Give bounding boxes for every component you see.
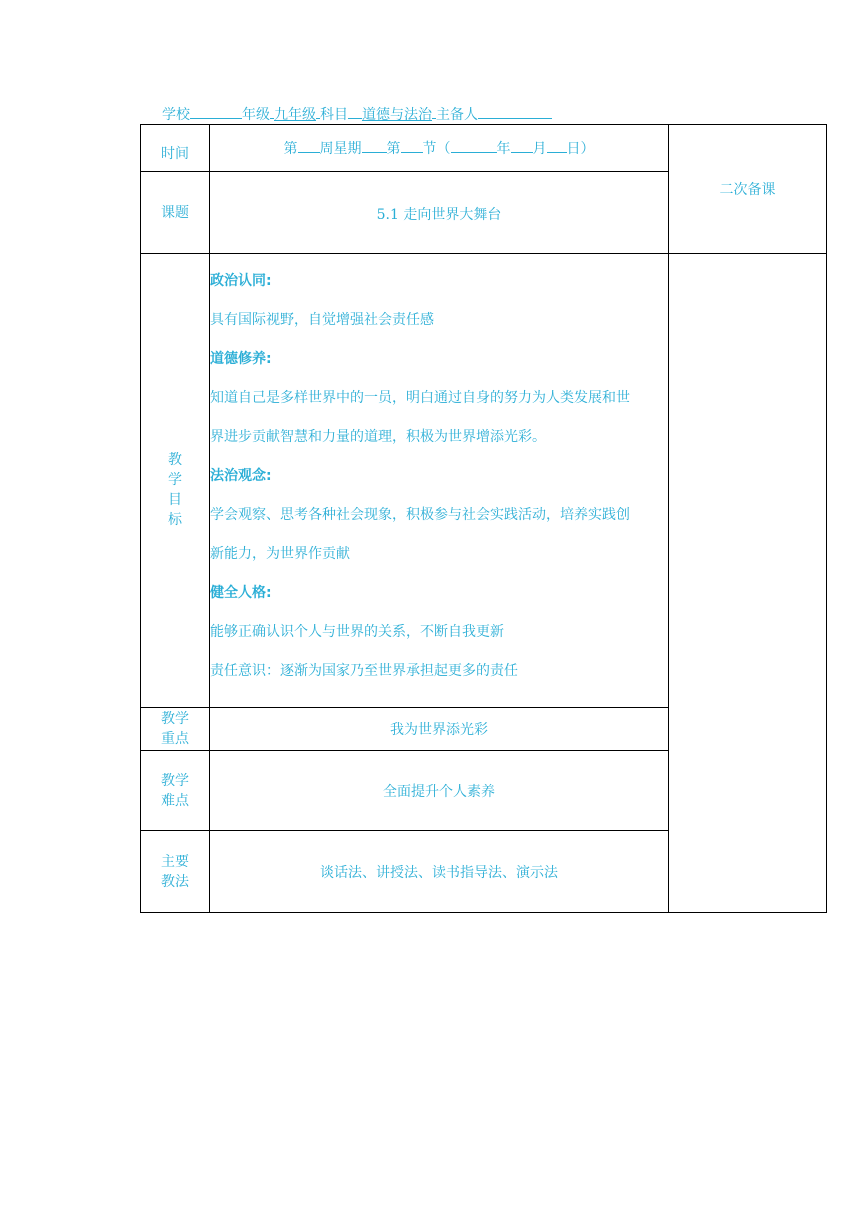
difficulty-value: 全面提升个人素养 [210,751,669,831]
grade-label: 年级 [242,107,270,123]
subject-value: 道德与法治 [362,107,432,123]
grade-value: 九年级 [274,107,316,123]
time-line: 第 周星期 第 节（ 年 月 日） [284,141,595,157]
difficulty-label: 教学 难点 [141,751,210,831]
subject-blank-2 [348,103,362,119]
personality-text: 能够正确认识个人与世界的关系，不断自我更新 [210,624,504,640]
goals-content [210,254,669,708]
goals-label: 教 学 目 标 [141,254,210,708]
second-prep-label: 二次备课 [669,125,827,254]
political-text: 具有国际视野，自觉增强社会责任感 [210,312,434,328]
document-header [162,103,552,125]
topic-label: 课题 [141,172,210,254]
school-blank [190,103,242,119]
law-title: 法治观念: [210,468,272,484]
responsibility-text: 责任意识：逐渐为国家乃至世界承担起更多的责任 [210,663,518,679]
method-value: 谈话法、讲授法、读书指导法、演示法 [210,831,669,913]
goals-row [141,254,827,708]
time-label: 时间 [141,125,210,172]
school-label: 学校 [162,107,190,123]
preparer-blank-2 [478,103,552,119]
key-value: 我为世界添光彩 [210,708,669,751]
time-row [141,125,827,172]
topic-value: 5.1 走向世界大舞台 [210,172,669,254]
lesson-plan-table [140,124,827,913]
moral-title: 道德修养: [210,351,272,367]
moral-text-1: 知道自己是多样世界中的一员，明白通过自身的努力为人类发展和世 [210,390,630,406]
preparer-label: 主备人 [436,107,478,123]
second-prep-area [669,254,827,913]
time-cell [210,125,669,172]
method-label: 主要 教法 [141,831,210,913]
key-label: 教学 重点 [141,708,210,751]
personality-title: 健全人格: [210,585,272,601]
moral-text-2: 界进步贡献智慧和力量的道理，积极为世界增添光彩。 [210,429,546,445]
subject-label: 科目 [320,107,348,123]
law-text-2: 新能力，为世界作贡献 [210,546,350,562]
political-title: 政治认同: [210,273,272,289]
law-text-1: 学会观察、思考各种社会现象，积极参与社会实践活动，培养实践创 [210,507,630,523]
